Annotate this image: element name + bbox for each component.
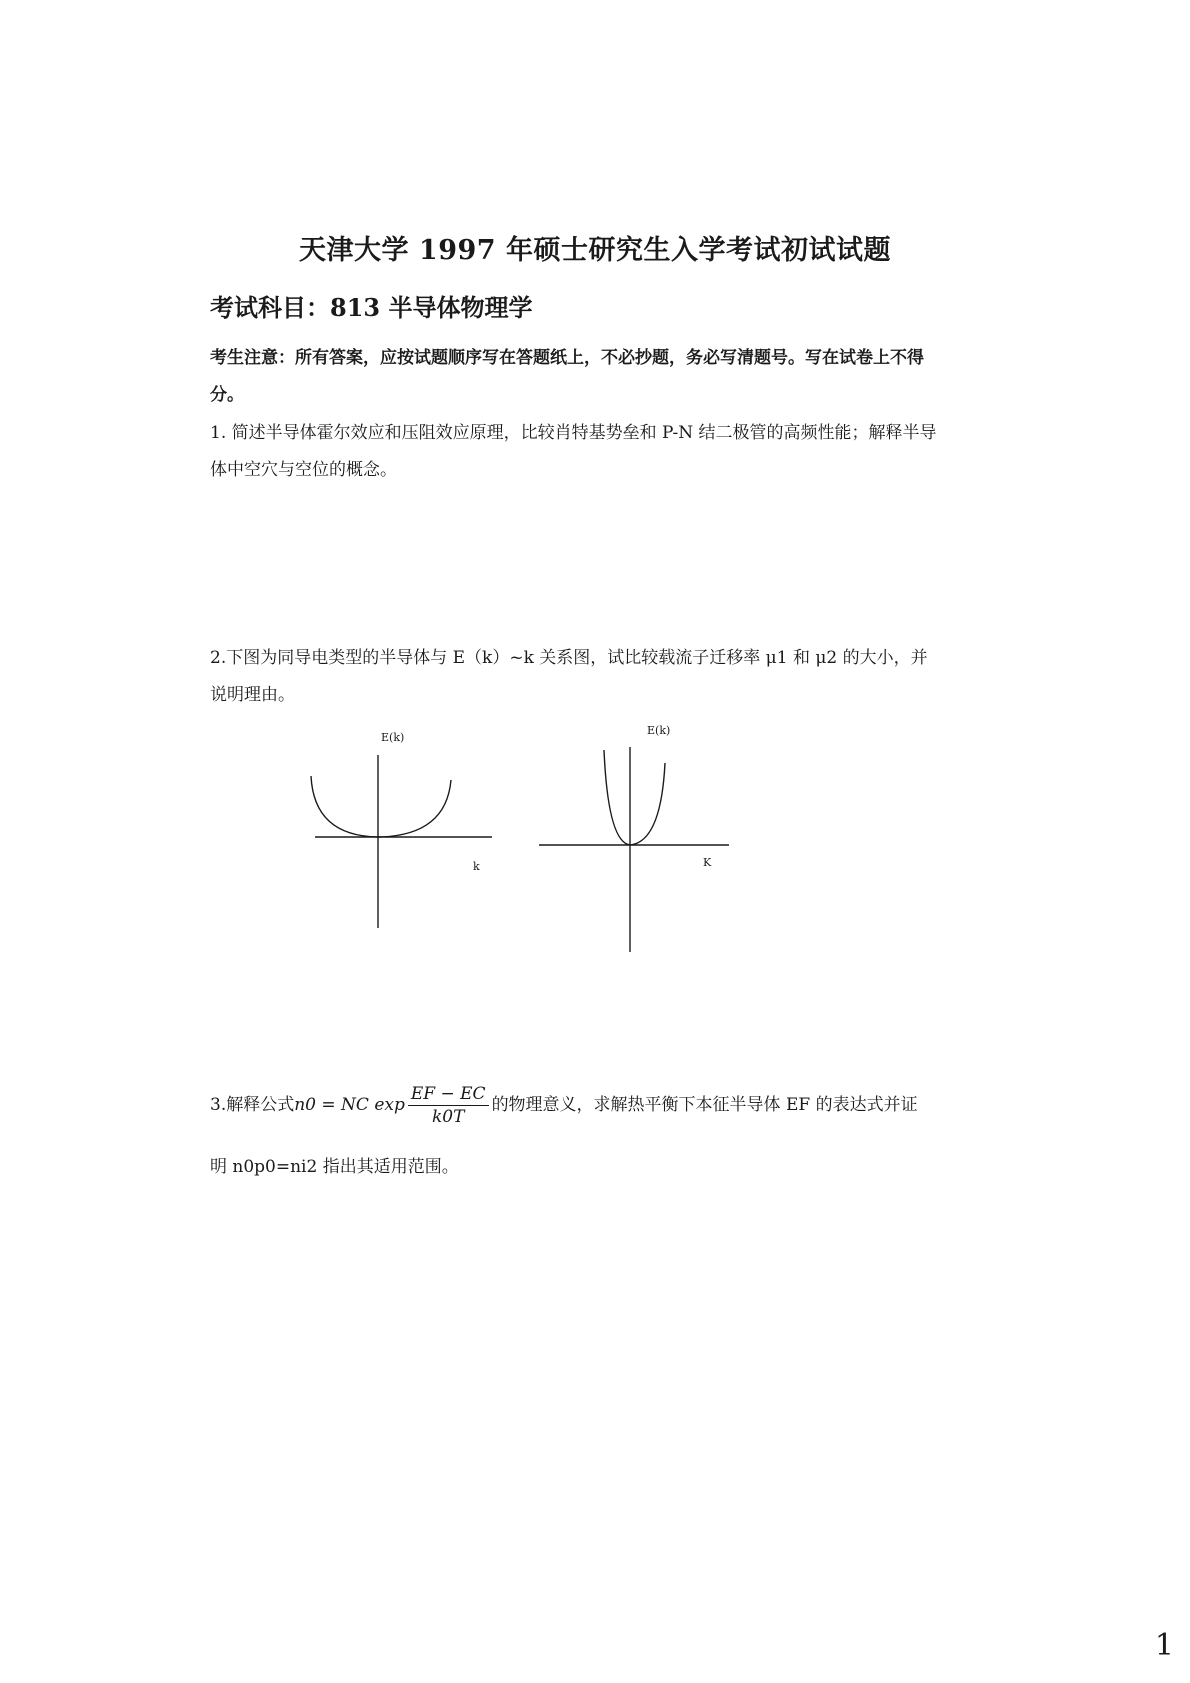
question-3-suffix: 的物理意义，求解热平衡下本征半导体 EF 的表达式并证 (491, 1095, 918, 1115)
exam-notice: 考生注意：所有答案，应按试题顺序写在答题纸上，不必抄题，务必写清题号。写在试卷上不得分。 (210, 348, 924, 405)
figure-right-curve (604, 750, 665, 845)
exam-subject: 考试科目：813 半导体物理学 (210, 293, 533, 322)
page-number: 1 (1154, 1628, 1174, 1663)
question-3 (210, 1083, 970, 1128)
figure-right-xlabel: K (703, 856, 712, 869)
question-3-fraction (408, 1083, 489, 1128)
exam-title: 天津大学 1997 年硕士研究生入学考试初试试题 (299, 235, 891, 266)
figure-left (311, 731, 492, 928)
figure-left-ylabel: E(k) (381, 731, 405, 744)
question-1: 1. 简述半导体霍尔效应和压阻效应原理，比较肖特基势垒和 P-N 结二极管的高频性能；解释半导体中空穴与空位的概念。 (210, 423, 937, 480)
figure-left-xlabel: k (473, 860, 480, 873)
question-3-fraction-numerator: EF − EC (408, 1083, 489, 1106)
figure-left-curve (311, 776, 451, 837)
question-3-prefix: 3.解释公式 (210, 1095, 295, 1115)
question-3-line-2: 明 n0p0=ni2 指出其适用范围。 (210, 1157, 459, 1177)
figure-right (539, 724, 729, 952)
question-3-formula-lhs: n0 = NC exp (294, 1095, 405, 1115)
question-2: 2.下图为同导电类型的半导体与 E（k）~k 关系图，试比较载流子迁移率 μ1 和 μ2 的大小，并说明理由。 (210, 648, 928, 705)
figure-right-ylabel: E(k) (647, 724, 671, 737)
question-3-fraction-denominator: k0T (431, 1107, 465, 1127)
